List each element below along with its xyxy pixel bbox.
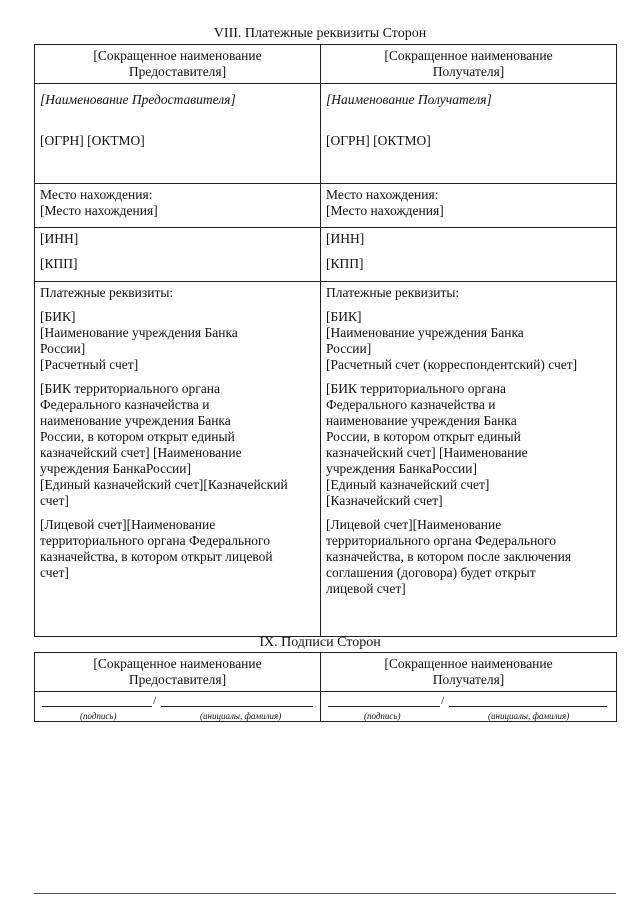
provider-kpp: [КПП] xyxy=(40,256,78,271)
name-ogrn-row xyxy=(35,84,617,184)
provider-signature-cell xyxy=(35,692,321,722)
inn-kpp-row xyxy=(35,228,617,282)
provider-treasury-line-6: учреждения БанкаРоссии] xyxy=(40,461,192,476)
page-bottom-rule xyxy=(34,893,616,894)
recipient-inn: [ИНН] xyxy=(326,231,365,246)
provider-bank-line-2: России] xyxy=(40,341,86,356)
recipient-signature-line xyxy=(326,694,611,708)
provider-header-line-1: [Сокращенное наименование xyxy=(93,48,262,63)
provider-treasury-line-2: Федерального казначейства и xyxy=(40,397,210,412)
recipient-treasury-line-1: [БИК территориального органа xyxy=(326,381,506,396)
recipient-treasury-line-7: [Единый казначейский счет] xyxy=(326,477,490,492)
recipient-header-cell xyxy=(321,45,617,84)
recipient-settlement-account: [Расчетный счет (корреспондентский) счет] xyxy=(326,357,578,372)
recipient-caption-name: (инициалы, фамилия) xyxy=(488,711,570,721)
recipient-personal-line-3: казначейства, в котором после заключения xyxy=(326,549,572,564)
recipient-personal-line-1: [Лицевой счет][Наименование xyxy=(326,517,502,532)
parties-header-row xyxy=(35,45,617,84)
recipient-ogrn-oktmo: [ОГРН] [ОКТМО] xyxy=(326,133,431,148)
recipient-sign-header-line-1: [Сокращенное наименование xyxy=(384,656,553,671)
signatures-table xyxy=(34,652,617,722)
recipient-signature-field[interactable] xyxy=(328,706,440,707)
recipient-personal-line-2: территориального органа Федерального xyxy=(326,533,557,548)
recipient-personal-line-5: лицевой счет] xyxy=(326,581,406,596)
provider-bik: [БИК] xyxy=(40,309,76,324)
recipient-signature-captions xyxy=(326,708,611,720)
provider-treasury-line-5: казначейский счет] [Наименование xyxy=(40,445,242,460)
provider-treasury-line-7: [Единый казначейский счет][Казначейский xyxy=(40,477,288,492)
provider-header-cell xyxy=(35,45,321,84)
provider-caption-signature: (подпись) xyxy=(80,711,117,721)
provider-settlement-account: [Расчетный счет] xyxy=(40,357,139,372)
provider-ogrn-oktmo: [ОГРН] [ОКТМО] xyxy=(40,133,145,148)
provider-signature-line xyxy=(40,694,315,708)
recipient-treasury-line-2: Федерального казначейства и xyxy=(326,397,496,412)
recipient-treasury-line-6: учреждения БанкаРоссии] xyxy=(326,461,478,476)
provider-payment-cell xyxy=(35,282,321,637)
payment-details-row xyxy=(35,282,617,637)
provider-payment-label: Платежные реквизиты: xyxy=(40,285,174,300)
recipient-treasury-line-8: [Казначейский счет] xyxy=(326,493,443,508)
provider-personal-line-4: счет] xyxy=(40,565,69,580)
provider-location-label: Место нахождения: xyxy=(40,187,153,202)
recipient-treasury-line-3: наименование учреждения Банка xyxy=(326,413,517,428)
provider-signature-slash: / xyxy=(153,693,157,707)
provider-signature-field[interactable] xyxy=(42,706,152,707)
provider-name: [Наименование Предоставителя] xyxy=(40,92,236,107)
section-9-title: IX. Подписи Сторон xyxy=(259,635,381,650)
recipient-bank-line-2: России] xyxy=(326,341,372,356)
provider-caption-name: (инициалы, фамилия) xyxy=(200,711,282,721)
provider-inn: [ИНН] xyxy=(40,231,79,246)
recipient-name-cell xyxy=(321,84,617,184)
provider-personal-line-3: казначейства, в котором открыт лицевой xyxy=(40,549,273,564)
recipient-personal-line-4: соглашения (договора) будет открыт xyxy=(326,565,536,580)
recipient-sign-header-line-2: Получателя] xyxy=(432,672,505,687)
recipient-name-field[interactable] xyxy=(449,706,607,707)
provider-treasury-line-1: [БИК территориального органа xyxy=(40,381,220,396)
provider-signature-captions xyxy=(40,708,315,720)
recipient-location-label: Место нахождения: xyxy=(326,187,439,202)
provider-treasury-line-8: счет] xyxy=(40,493,69,508)
recipient-location-value: [Место нахождения] xyxy=(326,203,444,218)
provider-sign-header-line-1: [Сокращенное наименование xyxy=(93,656,262,671)
provider-location-cell xyxy=(35,184,321,228)
recipient-bik: [БИК] xyxy=(326,309,362,324)
provider-name-cell xyxy=(35,84,321,184)
provider-treasury-line-3: наименование учреждения Банка xyxy=(40,413,231,428)
recipient-treasury-line-4: России, в котором открыт единый xyxy=(326,429,521,444)
provider-inn-cell xyxy=(35,228,321,282)
provider-header-line-2: Предоставителя] xyxy=(128,64,227,79)
provider-treasury-line-4: России, в котором открыт единый xyxy=(40,429,235,444)
recipient-location-cell xyxy=(321,184,617,228)
location-row xyxy=(35,184,617,228)
provider-location-value: [Место нахождения] xyxy=(40,203,158,218)
recipient-payment-cell xyxy=(321,282,617,637)
provider-personal-line-1: [Лицевой счет][Наименование xyxy=(40,517,216,532)
recipient-sign-header-cell xyxy=(321,653,617,692)
recipient-caption-signature: (подпись) xyxy=(364,711,401,721)
recipient-name: [Наименование Получателя] xyxy=(326,92,492,107)
payment-details-table xyxy=(34,44,617,637)
recipient-payment-label: Платежные реквизиты: xyxy=(326,285,460,300)
recipient-header-line-2: Получателя] xyxy=(432,64,505,79)
recipient-signature-cell xyxy=(321,692,617,722)
signatures-row xyxy=(35,692,617,722)
recipient-treasury-line-5: казначейский счет] [Наименование xyxy=(326,445,528,460)
recipient-signature-slash: / xyxy=(441,693,445,707)
provider-sign-header-line-2: Предоставителя] xyxy=(128,672,227,687)
recipient-inn-cell xyxy=(321,228,617,282)
provider-bank-line-1: [Наименование учреждения Банка xyxy=(40,325,238,340)
section-8-title: VIII. Платежные реквизиты Сторон xyxy=(213,26,427,41)
provider-personal-line-2: территориального органа Федерального xyxy=(40,533,271,548)
recipient-bank-line-1: [Наименование учреждения Банка xyxy=(326,325,524,340)
recipient-header-line-1: [Сокращенное наименование xyxy=(384,48,553,63)
recipient-kpp: [КПП] xyxy=(326,256,364,271)
provider-name-field[interactable] xyxy=(161,706,313,707)
provider-sign-header-cell xyxy=(35,653,321,692)
signatures-header-row xyxy=(35,653,617,692)
